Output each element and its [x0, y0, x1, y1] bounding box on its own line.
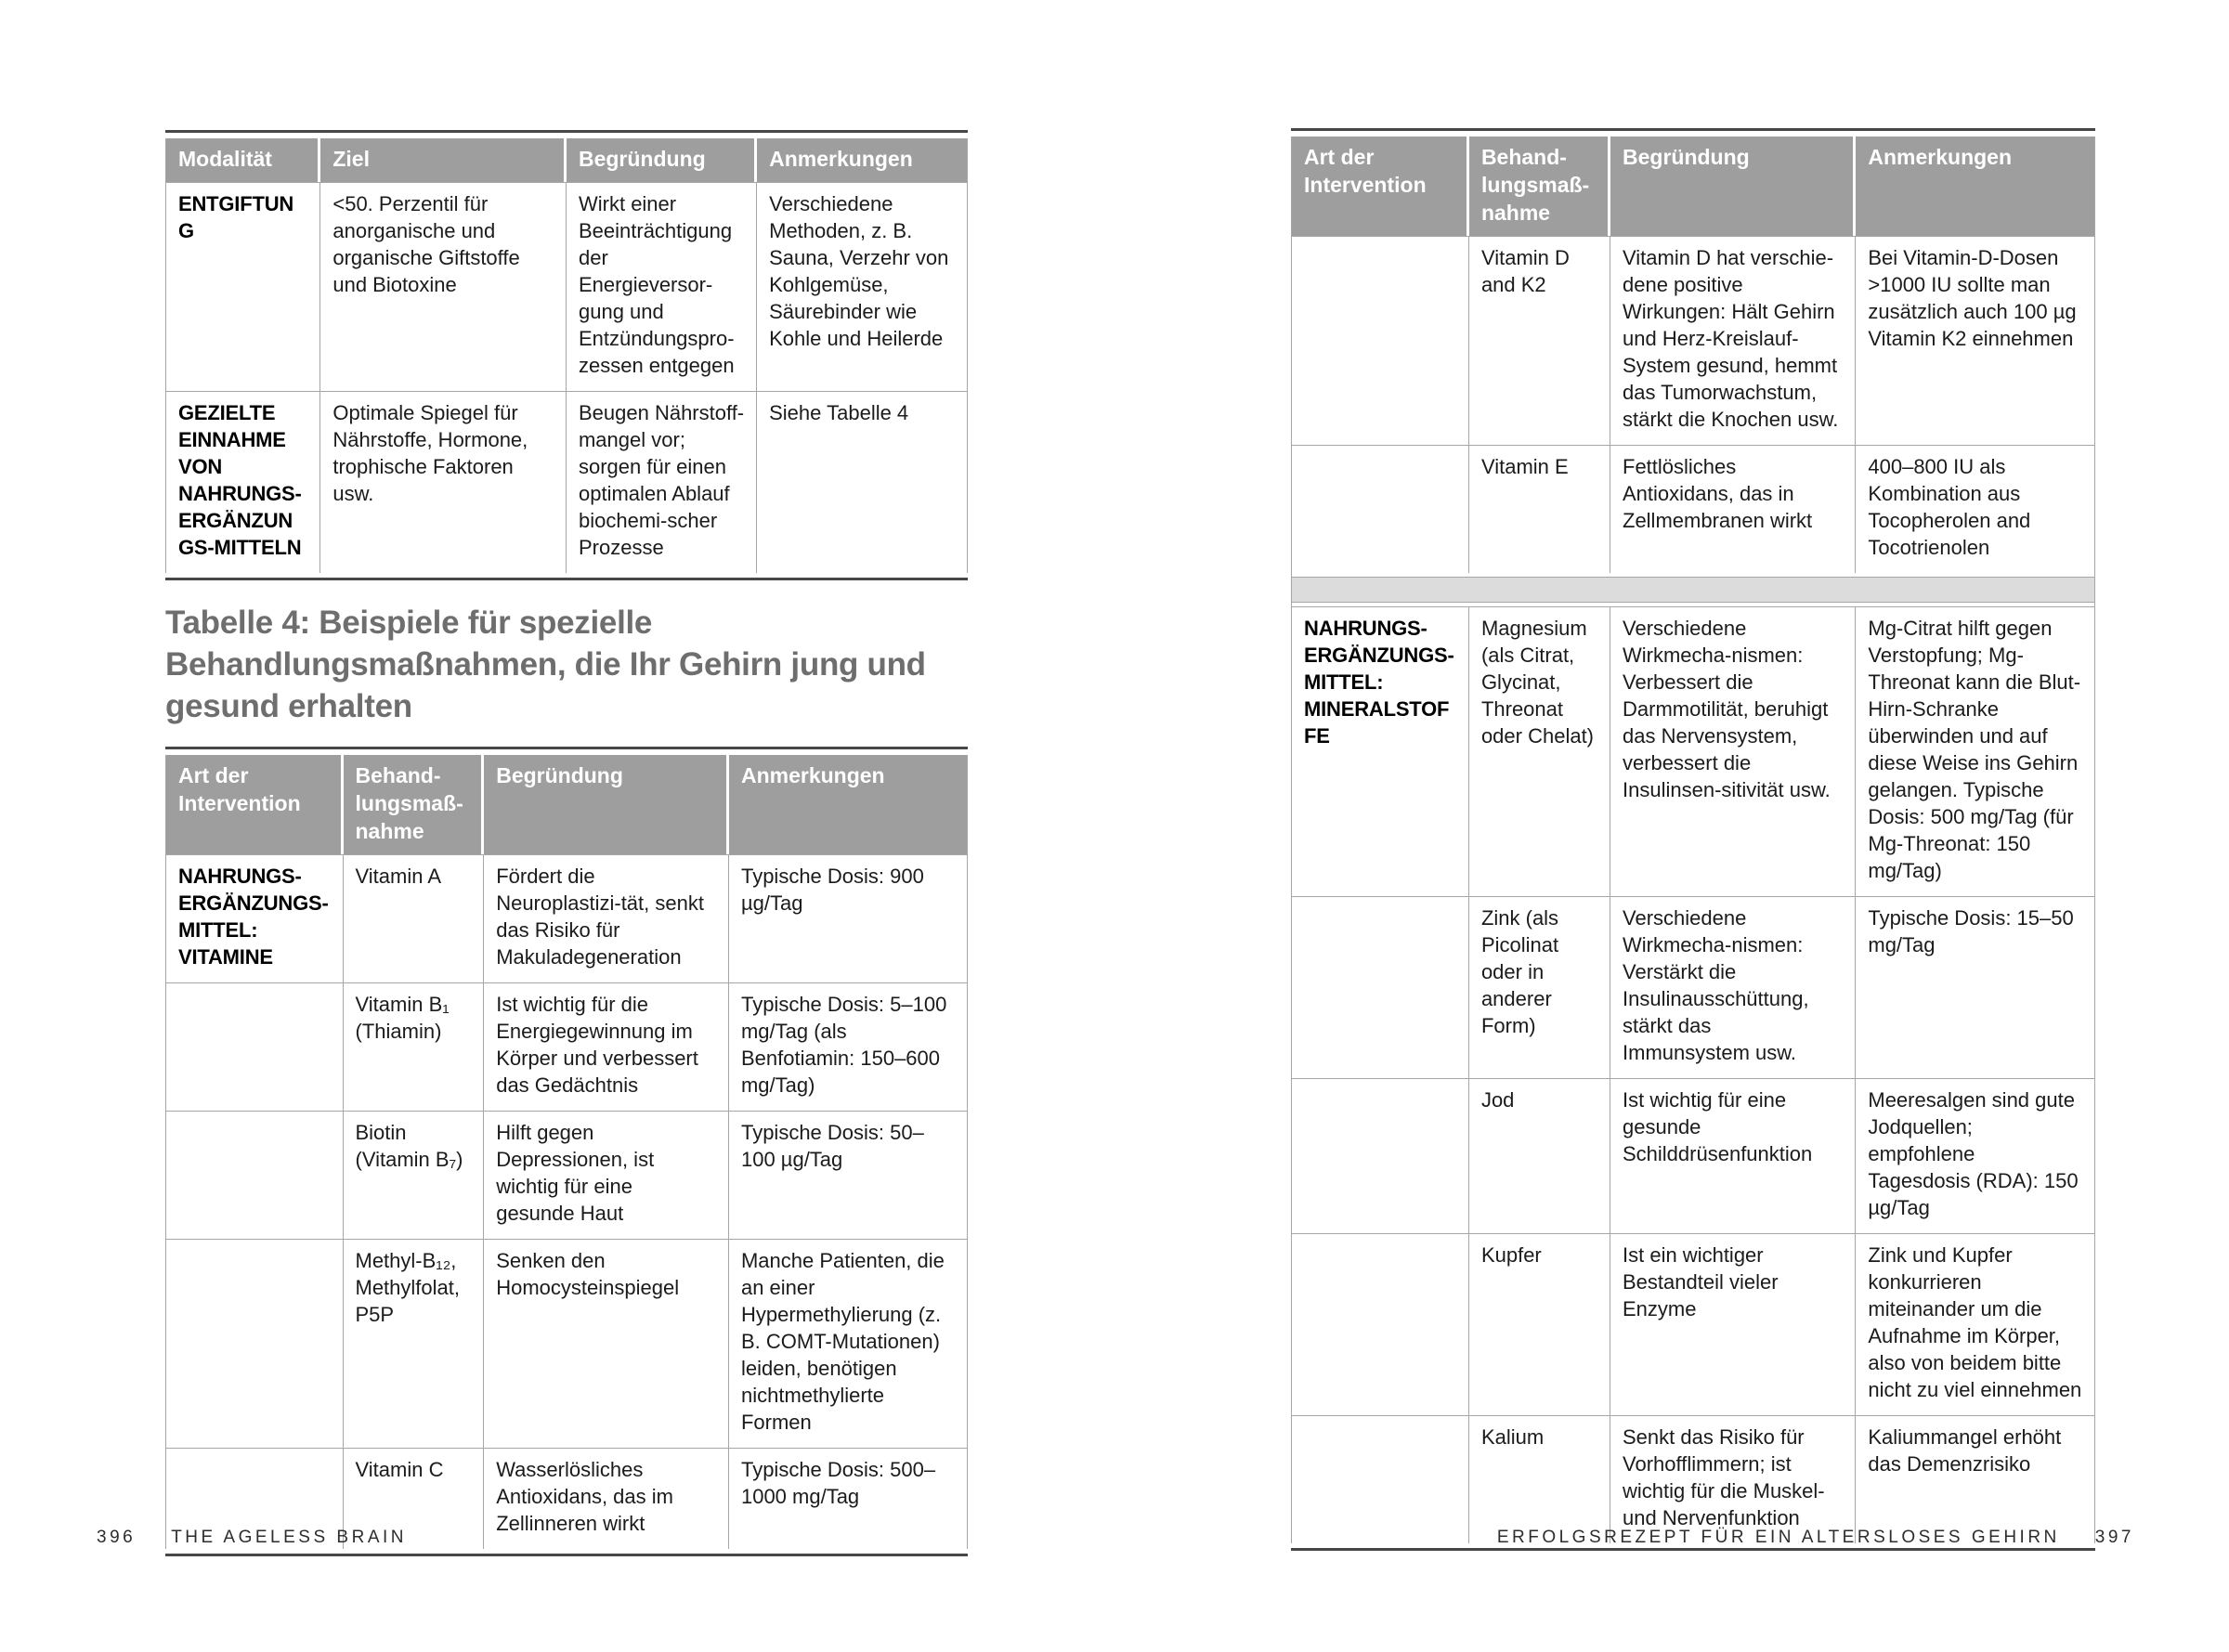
rationale-cell: Verschiedene Wirkmecha-nismen: Verbessert die Darmmotilität, beruhigt das Nervensystem, verbessert die Insulinsen-sitivität usw. [1610, 607, 1856, 896]
table-row [1292, 896, 2094, 1078]
modality-table [165, 130, 968, 580]
section-separator-row [1292, 577, 2094, 603]
modality-table-frame [165, 138, 968, 573]
category-cell [1292, 446, 1469, 573]
notes-cell: Meeresalgen sind gute Jodquellen; empfohlene Tagesdosis (RDA): 150 µg/Tag [1868, 1088, 2079, 1219]
table-row [1292, 1078, 2094, 1233]
treatment-cell: Biotin (Vitamin B₇) [344, 1112, 485, 1239]
rationale-cell: Fördert die Neuroplastizi-tät, senkt das Risiko für Makuladegeneration [484, 855, 729, 982]
notes-cell: Typische Dosis: 900 µg/Tag [740, 865, 924, 915]
rationale-cell: Ist wichtig für die Energiegewinnung im Körper und verbessert das Gedächtnis [484, 983, 729, 1111]
header-cell: Anmerkungen [740, 763, 885, 787]
treatment-cell: Methyl-B₁₂, Methylfolat, P5P [344, 1240, 485, 1448]
rationale-cell: Verschiedene Wirkmecha-nismen: Verstärkt die Insulinausschüttung, stärkt das Immunsystem usw. [1610, 897, 1856, 1078]
header-cell: Art der Intervention [1292, 137, 1469, 236]
table4-heading: Tabelle 4: Beispiele für spezielle Behandlungsmaßnahmen, die Ihr Gehirn jung und gesund erhalten [165, 605, 926, 724]
category-cell: NAHRUNGS-ERGÄNZUNGS-MITTEL: VITAMINE [166, 855, 344, 982]
page-footer-right [1497, 1528, 2134, 1548]
category-cell [1292, 1234, 1469, 1415]
running-title: ERFOLGSREZEPT FÜR EIN ALTERSLOSES GEHIRN [1496, 1528, 2060, 1547]
goal-cell: <50. Perzentil für anorganische und organische Giftstoffe und Biotoxine [320, 183, 567, 391]
rationale-cell: Ist wichtig für eine gesunde Schilddrüsenfunktion [1610, 1079, 1856, 1233]
treatment-cell: Kalium [1469, 1416, 1610, 1543]
notes-cell: Kaliummangel erhöht das Demenzrisiko [1868, 1425, 2062, 1476]
header-cell: Anmerkungen [769, 147, 913, 171]
header-row [166, 138, 967, 182]
treatment-cell: Vitamin E [1469, 446, 1610, 573]
notes-cell: Siehe Tabelle 4 [769, 401, 909, 424]
treatment-cell: Kupfer [1469, 1234, 1610, 1415]
rationale-cell: Fettlösliches Antioxidans, das in Zellmembranen wirkt [1610, 446, 1856, 573]
category-cell: NAHRUNGS-ERGÄNZUNGS-MITTEL: MINERALSTOFFE [1292, 607, 1469, 896]
header-row [166, 755, 967, 854]
page-footer-left [97, 1528, 407, 1548]
header-cell: Anmerkungen [1868, 145, 2013, 169]
header-cell: Behand-lungsmaß-nahme [344, 755, 485, 854]
rationale-cell: Senken den Homocysteinspiegel [484, 1240, 729, 1448]
table-row [166, 854, 967, 982]
page-number: 396 [97, 1528, 137, 1547]
table-row [166, 982, 967, 1111]
treatment-cell: Magnesium (als Citrat, Glycinat, Threonat oder Chelat) [1469, 607, 1610, 896]
notes-cell: Typische Dosis: 50–100 µg/Tag [740, 1121, 924, 1171]
notes-cell: Bei Vitamin-D-Dosen >1000 IU sollte man zusätzlich auch 100 µg Vitamin K2 einnehmen [1868, 246, 2077, 350]
treatment-cell: Zink (als Picolinat oder in anderer Form) [1469, 897, 1610, 1078]
table-row [1292, 1415, 2094, 1543]
header-cell: Modalität [166, 138, 320, 182]
notes-cell: 400–800 IU als Kombination aus Tocopherolen and Tocotrienolen [1868, 455, 2031, 559]
category-cell [166, 1112, 344, 1239]
category-cell: GEZIELTE EINNAHME VON NAHRUNGS-ERGÄNZUNGS-MITTELN [166, 392, 320, 573]
running-title: THE AGELESS BRAIN [171, 1528, 407, 1547]
rationale-cell: Senkt das Risiko für Vorhofflimmern; ist wichtig für die Muskel- und Nervenfunktion [1610, 1416, 1856, 1543]
category-cell [1292, 1079, 1469, 1233]
rationale-cell: Vitamin D hat verschie-dene positive Wirkungen: Hält Gehirn und Herz-Kreislauf-System gesund, hemmt das Tumorwachstum, stärkt die Knochen usw. [1610, 237, 1856, 445]
notes-cell: Manche Patienten, die an einer Hypermethylierung (z. B. COMT-Mutationen) leiden, benötigen nichtmethylierte Formen [740, 1249, 945, 1434]
category-cell: ENTGIFTUNG [166, 183, 320, 391]
table-row [166, 1111, 967, 1239]
header-cell: Begründung [567, 138, 757, 182]
rationale-cell: Wasserlösliches Antioxidans, das im Zellinneren wirkt [484, 1449, 729, 1549]
notes-cell: Typische Dosis: 500–1000 mg/Tag [740, 1458, 936, 1508]
category-cell [1292, 237, 1469, 445]
header-cell: Begründung [484, 755, 729, 854]
notes-cell: Typische Dosis: 5–100 mg/Tag (als Benfotiamin: 150–600 mg/Tag) [740, 993, 947, 1097]
rationale-cell: Wirkt einer Beeinträchtigung der Energieversor-gung und Entzündungspro-zessen entgegen [567, 183, 757, 391]
treatment-cell: Jod [1469, 1079, 1610, 1233]
treatment-cell: Vitamin D and K2 [1469, 237, 1610, 445]
table-row [166, 182, 967, 391]
header-cell: Behand-lungsmaß-nahme [1469, 137, 1610, 236]
header-cell: Begründung [1610, 137, 1856, 236]
treatment-cell: Vitamin A [344, 855, 485, 982]
header-row [1292, 137, 2094, 236]
table-row [1292, 236, 2094, 445]
category-cell [1292, 897, 1469, 1078]
table-row [1292, 1233, 2094, 1415]
treatment-cell: Vitamin B₁ (Thiamin) [344, 983, 485, 1111]
rationale-cell: Ist ein wichtiger Bestandteil vieler Enzyme [1610, 1234, 1856, 1415]
header-cell: Ziel [320, 138, 567, 182]
vitamins-table [165, 747, 968, 1556]
rationale-cell: Hilft gegen Depressionen, ist wichtig für eine gesunde Haut [484, 1112, 729, 1239]
minerals-table [1291, 128, 2095, 1551]
notes-cell: Mg-Citrat hilft gegen Verstopfung; Mg-Threonat kann die Blut-Hirn-Schranke überwinden und auf diese Weise ins Gehirn gelangen. Typische Dosis: 500 mg/Tag (für Mg-Threonat: 150 mg/Tag) [1868, 617, 2081, 882]
table-row [166, 1239, 967, 1448]
category-cell [166, 1240, 344, 1448]
table-row [166, 391, 967, 573]
header-cell: Art der Intervention [166, 755, 344, 854]
goal-cell: Optimale Spiegel für Nährstoffe, Hormone, trophische Faktoren usw. [320, 392, 567, 573]
category-cell [166, 983, 344, 1111]
minerals-table-frame [1291, 137, 2095, 1543]
treatment-cell: Vitamin C [344, 1449, 485, 1549]
notes-cell: Typische Dosis: 15–50 mg/Tag [1868, 906, 2074, 956]
table-row [1292, 445, 2094, 573]
category-cell [1292, 1416, 1469, 1543]
vitamins-table-frame [165, 755, 968, 1549]
notes-cell: Zink und Kupfer konkurrieren miteinander um die Aufnahme im Körper, also von beidem bitte nicht zu viel einnehmen [1868, 1243, 2082, 1401]
page-number: 397 [2094, 1528, 2134, 1547]
notes-cell: Verschiedene Methoden, z. B. Sauna, Verzehr von Kohlgemüse, Säurebinder wie Kohle und Heilerde [769, 192, 949, 350]
table-row [1292, 606, 2094, 896]
rationale-cell: Beugen Nährstoff-mangel vor; sorgen für einen optimalen Ablauf biochemi-scher Prozesse [567, 392, 757, 573]
